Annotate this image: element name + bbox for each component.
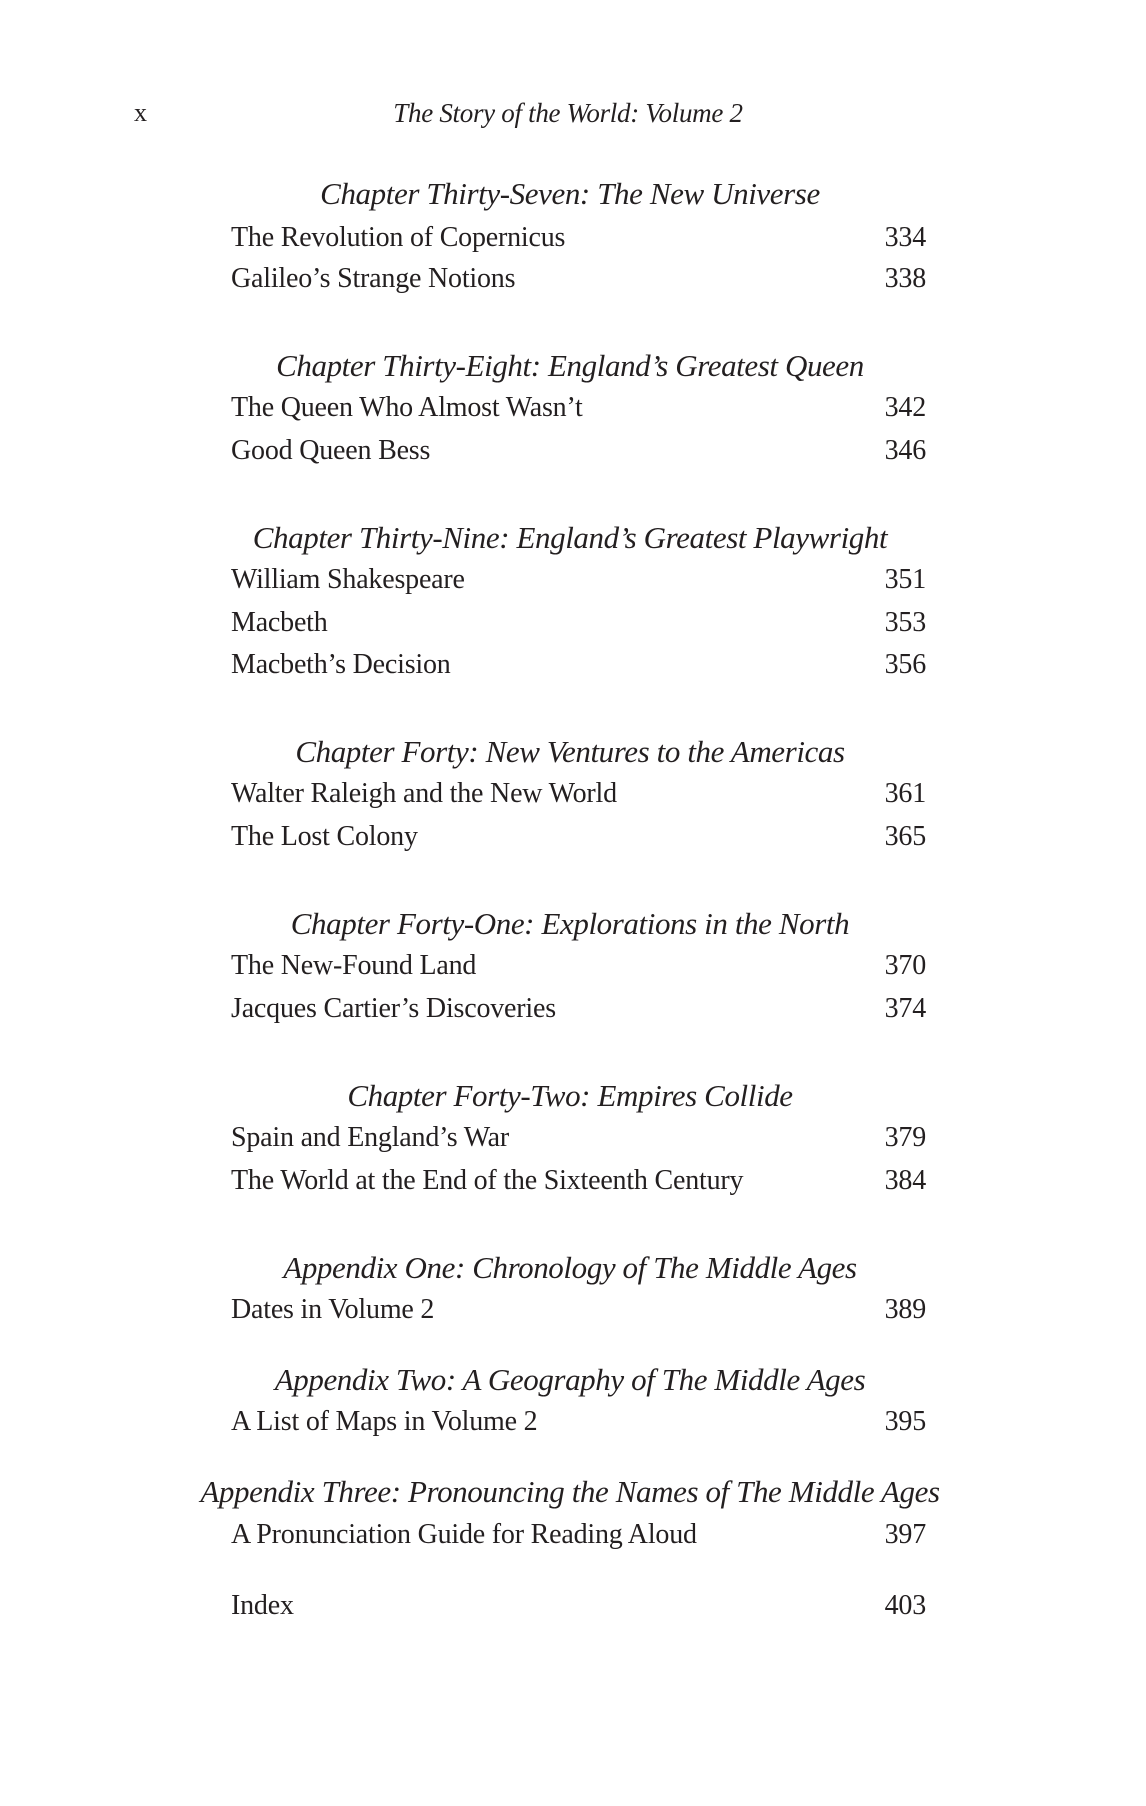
entry-title: The Revolution of Copernicus	[231, 222, 566, 253]
entry-title: William Shakespeare	[231, 564, 465, 595]
entry-title: Index	[231, 1590, 294, 1621]
entry-page: 361	[884, 778, 926, 809]
entry-page: 346	[884, 435, 926, 466]
chapter-heading: Chapter Thirty-Nine: England’s Greatest Playwright	[252, 520, 888, 555]
entry-page: 370	[884, 950, 926, 981]
entry-title: The Queen Who Almost Wasn’t	[231, 392, 583, 423]
toc-entry[interactable]	[231, 950, 926, 990]
entry-page: 403	[884, 1590, 926, 1621]
toc-entry[interactable]	[231, 649, 926, 689]
toc-entry[interactable]	[231, 564, 926, 604]
toc-entry[interactable]	[231, 222, 926, 262]
entry-title: A List of Maps in Volume 2	[231, 1406, 538, 1437]
entry-title: The New-Found Land	[231, 950, 477, 981]
toc-entry[interactable]	[231, 1122, 926, 1162]
chapter-heading: Chapter Thirty-Eight: England’s Greatest Queen	[276, 348, 864, 383]
entry-title: Galileo’s Strange Notions	[231, 263, 516, 294]
entry-page: 397	[884, 1519, 926, 1550]
entry-title: The Lost Colony	[231, 821, 418, 852]
entry-page: 379	[884, 1122, 926, 1153]
entry-title: Walter Raleigh and the New World	[231, 778, 617, 809]
entry-title: The World at the End of the Sixteenth Century	[231, 1165, 744, 1196]
entry-page: 356	[884, 649, 926, 680]
entry-title: Macbeth	[231, 607, 328, 638]
running-title: The Story of the World: Volume 2	[393, 98, 743, 128]
toc-entry[interactable]	[231, 1406, 926, 1446]
chapter-heading: Chapter Forty-Two: Empires Collide	[347, 1078, 793, 1113]
toc-entry-index[interactable]	[231, 1590, 926, 1630]
entry-title: A Pronunciation Guide for Reading Aloud	[231, 1519, 697, 1550]
chapter-heading: Chapter Forty: New Ventures to the Americas	[295, 734, 845, 769]
toc-entry[interactable]	[231, 607, 926, 647]
toc-entry[interactable]	[231, 1165, 926, 1205]
entry-title: Dates in Volume 2	[231, 1294, 435, 1325]
entry-page: 384	[884, 1165, 926, 1196]
toc-entry[interactable]	[231, 392, 926, 432]
toc-entry[interactable]	[231, 435, 926, 475]
entry-title: Good Queen Bess	[231, 435, 431, 466]
entry-page: 374	[884, 993, 926, 1024]
entry-title: Jacques Cartier’s Discoveries	[231, 993, 556, 1024]
entry-page: 365	[884, 821, 926, 852]
entry-page: 342	[884, 392, 926, 423]
toc-entry[interactable]	[231, 1519, 926, 1559]
toc-entry[interactable]	[231, 778, 926, 818]
entry-page: 338	[884, 263, 926, 294]
appendix-heading: Appendix Two: A Geography of The Middle Ages	[274, 1362, 866, 1397]
entry-page: 389	[884, 1294, 926, 1325]
toc-entry[interactable]	[231, 993, 926, 1033]
toc-entry[interactable]	[231, 263, 926, 303]
chapter-heading: Chapter Forty-One: Explorations in the North	[290, 906, 850, 941]
page-folio: x	[134, 98, 147, 127]
appendix-heading: Appendix One: Chronology of The Middle Ages	[283, 1250, 857, 1285]
running-header	[0, 98, 1146, 138]
toc-entry[interactable]	[231, 821, 926, 861]
chapter-heading: Chapter Thirty-Seven: The New Universe	[320, 176, 820, 211]
appendix-heading: Appendix Three: Pronouncing the Names of The Middle Ages	[200, 1474, 940, 1509]
toc-entry[interactable]	[231, 1294, 926, 1334]
entry-page: 351	[884, 564, 926, 595]
entry-title: Macbeth’s Decision	[231, 649, 451, 680]
entry-page: 353	[884, 607, 926, 638]
entry-title: Spain and England’s War	[231, 1122, 510, 1153]
entry-page: 395	[884, 1406, 926, 1437]
entry-page: 334	[884, 222, 926, 253]
